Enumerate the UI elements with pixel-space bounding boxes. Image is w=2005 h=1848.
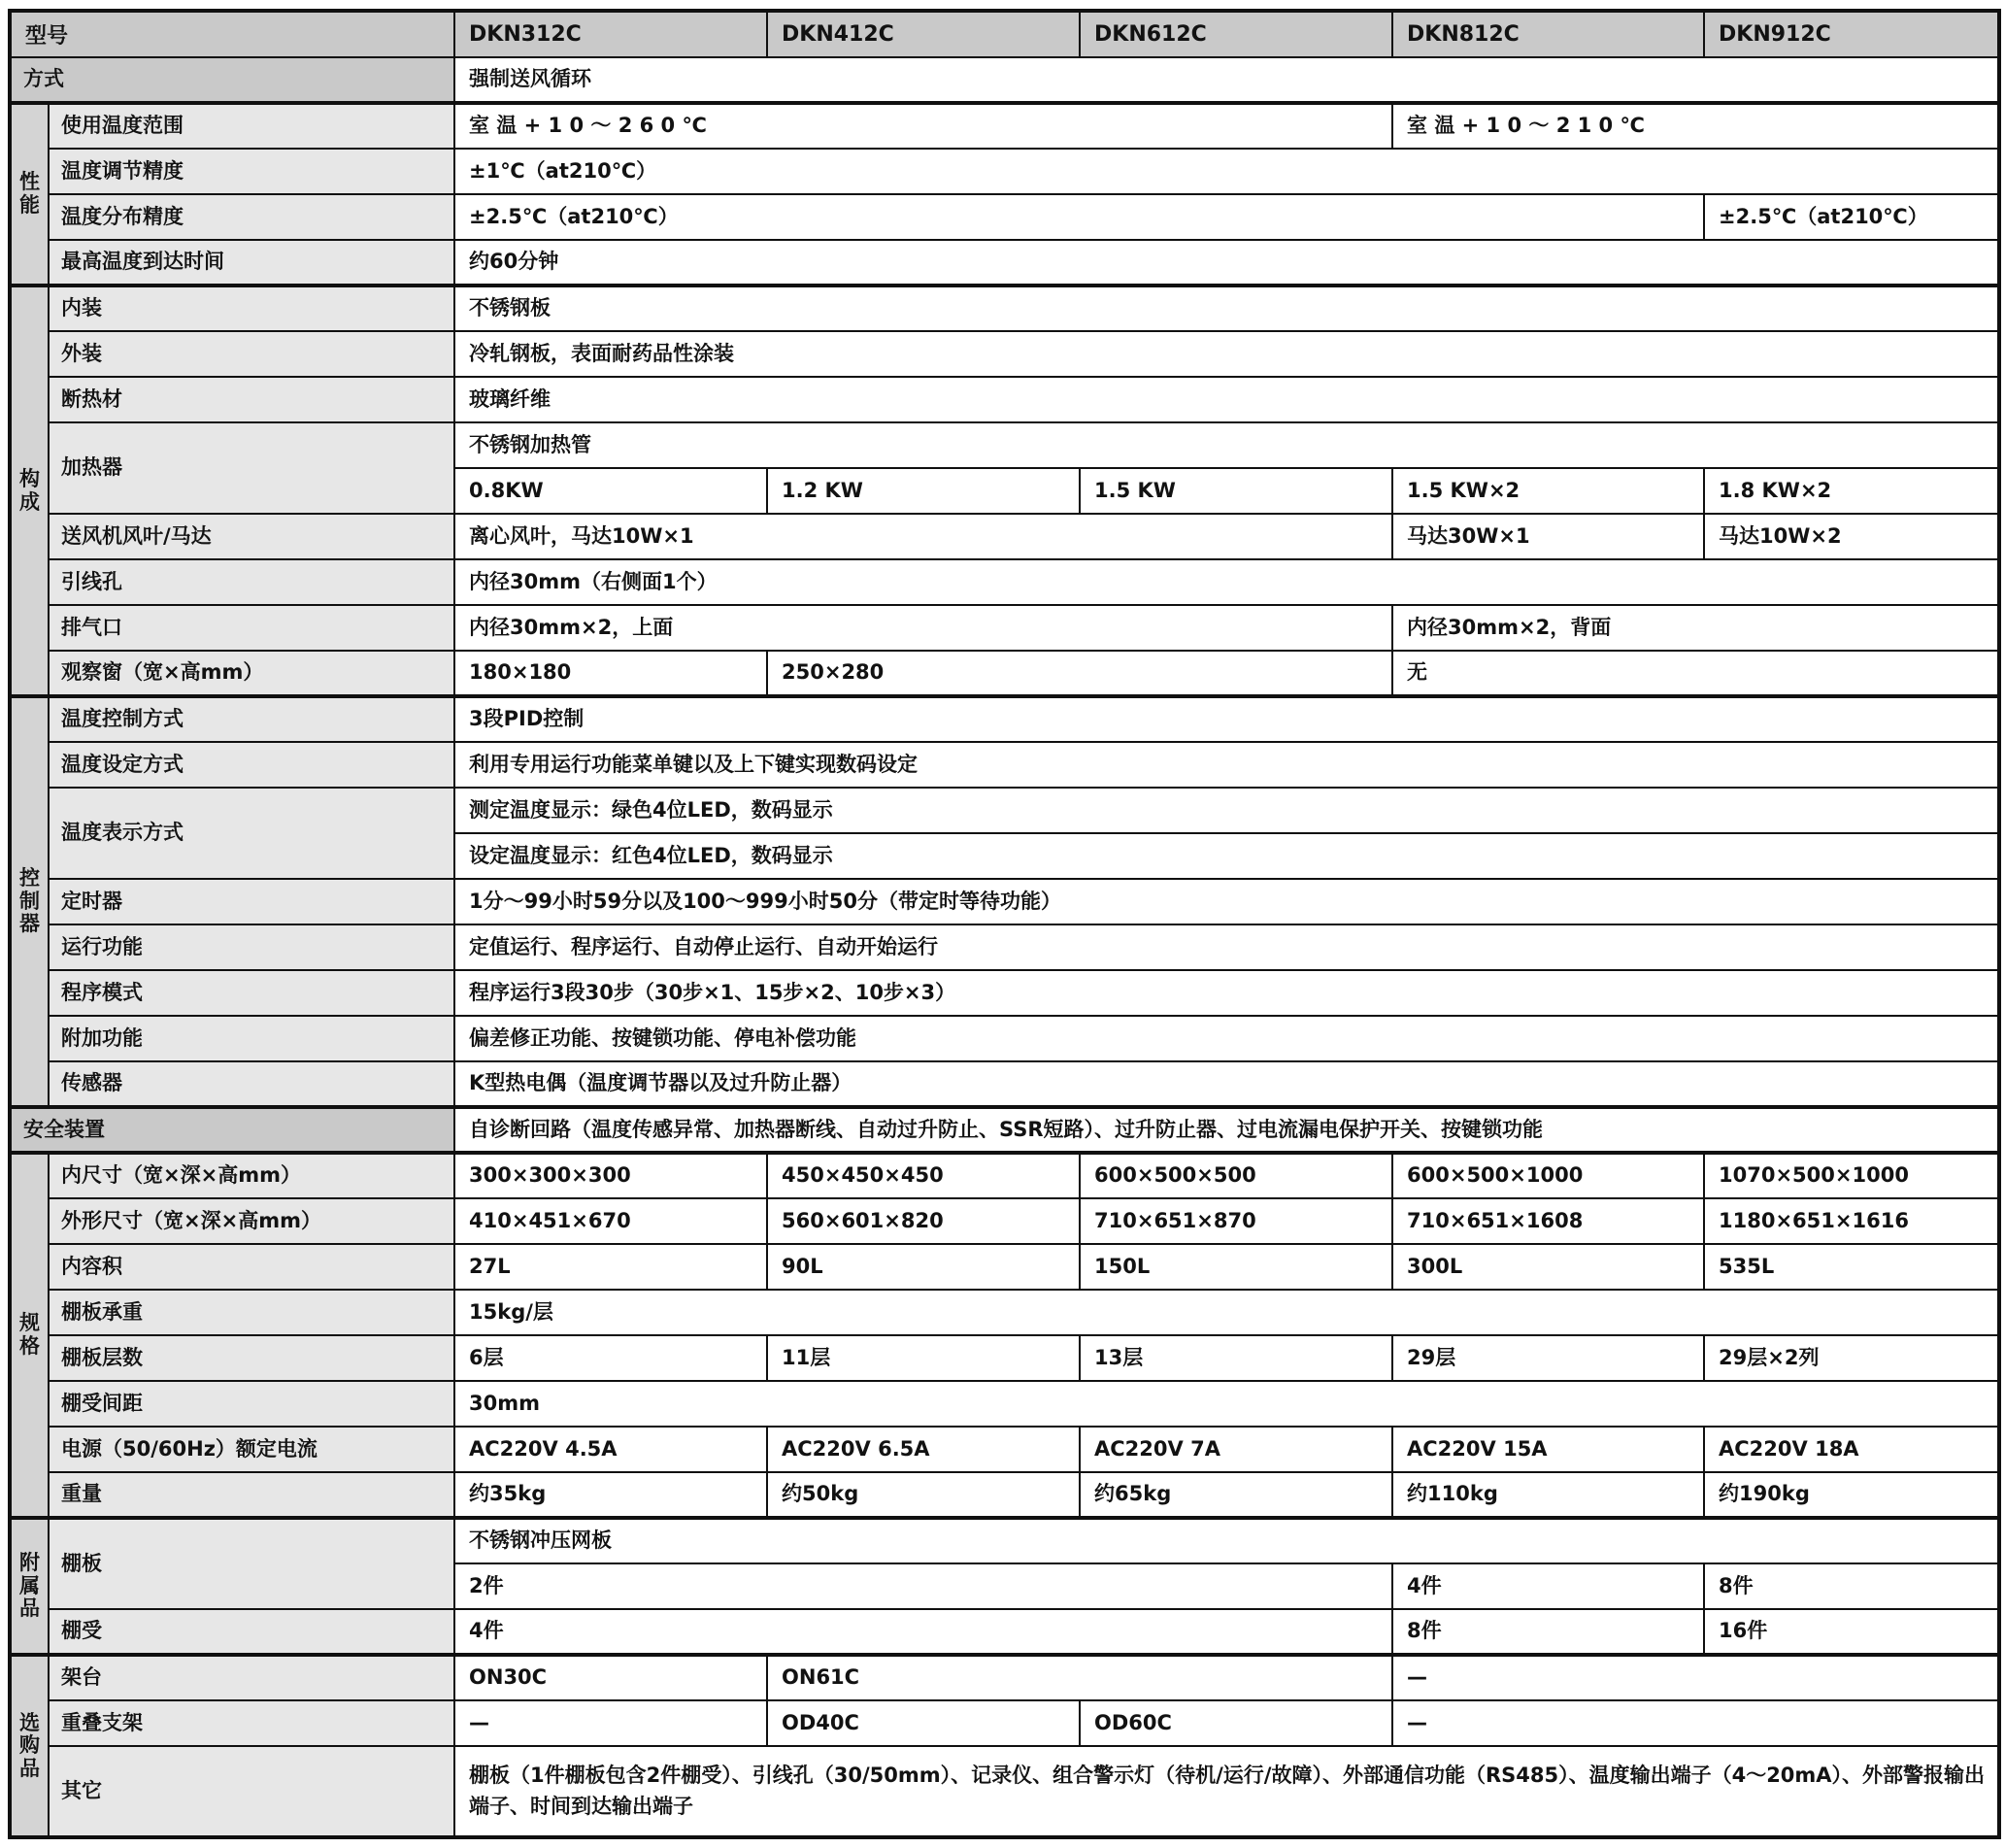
spec-value-cell: AC220V 6.5A (767, 1427, 1080, 1472)
table-row (10, 605, 1999, 651)
model-header-row (10, 11, 1999, 57)
model-header: DKN612C (1080, 11, 1392, 57)
row-label: 外装 (49, 331, 454, 377)
spec-value-cell: 300L (1392, 1244, 1704, 1290)
spec-value-cell: 室 温 + 1 0 ～ 2 1 0 ℃ (1392, 103, 1999, 149)
spec-value-cell: 1.5 KW×2 (1392, 468, 1704, 514)
spec-value-cell: 不锈钢加热管 (454, 422, 1999, 468)
row-label: 温度分布精度 (49, 194, 454, 240)
table-row (10, 1198, 1999, 1244)
spec-value-cell: 30mm (454, 1381, 1999, 1427)
row-label: 安全装置 (10, 1107, 454, 1153)
spec-value-cell: AC220V 18A (1704, 1427, 1999, 1472)
row-label: 附加功能 (49, 1016, 454, 1061)
spec-value-cell: 1.8 KW×2 (1704, 468, 1999, 514)
spec-value-cell: 测定温度显示：绿色4位LED，数码显示 (454, 788, 1999, 833)
spec-value-cell: 1.2 KW (767, 468, 1080, 514)
spec-value-cell: AC220V 15A (1392, 1427, 1704, 1472)
row-label: 送风机风叶/马达 (49, 514, 454, 559)
spec-value-cell: 冷轧钢板，表面耐药品性涂装 (454, 331, 1999, 377)
spec-value-cell: K型热电偶（温度调节器以及过升防止器） (454, 1061, 1999, 1107)
spec-value-cell: 560×601×820 (767, 1198, 1080, 1244)
table-row (10, 377, 1999, 422)
row-label: 传感器 (49, 1061, 454, 1107)
row-label: 温度设定方式 (49, 742, 454, 788)
spec-value-cell: 内径30mm×2，背面 (1392, 605, 1999, 651)
table-row (10, 286, 1999, 331)
table-row (10, 331, 1999, 377)
spec-value-cell: OD60C (1080, 1700, 1392, 1746)
spec-value-cell: 不锈钢冲压网板 (454, 1518, 1999, 1563)
spec-value-cell: 1.5 KW (1080, 468, 1392, 514)
spec-value-cell: 约50kg (767, 1472, 1080, 1518)
group-label: 附属品 (10, 1518, 49, 1655)
spec-value-cell: 710×651×870 (1080, 1198, 1392, 1244)
table-row (10, 1290, 1999, 1335)
spec-value-cell: 4件 (1392, 1563, 1704, 1609)
row-label: 棚受 (49, 1609, 454, 1655)
row-label: 棚板层数 (49, 1335, 454, 1381)
spec-value-cell: ±1℃（at210℃） (454, 149, 1999, 194)
row-label: 程序模式 (49, 970, 454, 1016)
spec-value-cell: ±2.5℃（at210℃） (1704, 194, 1999, 240)
spec-value-cell: ON30C (454, 1655, 767, 1700)
spec-value-cell: 约110kg (1392, 1472, 1704, 1518)
row-label: 电源（50/60Hz）额定电流 (49, 1427, 454, 1472)
row-label: 使用温度范围 (49, 103, 454, 149)
group-label: 构成 (10, 286, 49, 696)
row-label: 棚板 (49, 1518, 454, 1609)
row-label: 内装 (49, 286, 454, 331)
group-label: 选购品 (10, 1655, 49, 1837)
spec-value-cell: 内径30mm×2，上面 (454, 605, 1392, 651)
spec-value-cell: 180×180 (454, 651, 767, 696)
spec-value-cell: 4件 (454, 1609, 1392, 1655)
row-label: 观察窗（宽×高mm） (49, 651, 454, 696)
spec-value-cell: 约35kg (454, 1472, 767, 1518)
table-row (10, 1107, 1999, 1153)
table-row (10, 1472, 1999, 1518)
row-label: 棚板承重 (49, 1290, 454, 1335)
model-column-title: 型号 (10, 11, 454, 57)
spec-value-cell: 棚板（1件棚板包含2件棚受）、引线孔（30/50mm）、记录仪、组合警示灯（待机/运行/故障）、外部通信功能（RS485）、温度输出端子（4～20mA）、外部警报输出端子、时间到达输出端子 (454, 1746, 1999, 1837)
spec-value-cell: OD40C (767, 1700, 1080, 1746)
spec-value-cell: 710×651×1608 (1392, 1198, 1704, 1244)
table-row (10, 1244, 1999, 1290)
row-label: 棚受间距 (49, 1381, 454, 1427)
table-row (10, 1153, 1999, 1198)
table-row (10, 1335, 1999, 1381)
table-row (10, 1746, 1999, 1837)
spec-value-cell: 8件 (1704, 1563, 1999, 1609)
spec-value-cell: 0.8KW (454, 468, 767, 514)
spec-value-cell: ON61C (767, 1655, 1392, 1700)
spec-value-cell: 1070×500×1000 (1704, 1153, 1999, 1198)
spec-value-cell: 250×280 (767, 651, 1392, 696)
spec-value-cell: 535L (1704, 1244, 1999, 1290)
row-label: 加热器 (49, 422, 454, 514)
spec-value-cell: 600×500×1000 (1392, 1153, 1704, 1198)
spec-value-cell: — (1392, 1700, 1999, 1746)
spec-value-cell: 偏差修正功能、按键锁功能、停电补偿功能 (454, 1016, 1999, 1061)
spec-value-cell: 约65kg (1080, 1472, 1392, 1518)
spec-value-cell: 定值运行、程序运行、自动停止运行、自动开始运行 (454, 924, 1999, 970)
spec-value-cell: 90L (767, 1244, 1080, 1290)
spec-value-cell: 1180×651×1616 (1704, 1198, 1999, 1244)
spec-value-cell: 2件 (454, 1563, 1392, 1609)
spec-value-cell: 15kg/层 (454, 1290, 1999, 1335)
row-label: 架台 (49, 1655, 454, 1700)
table-row (10, 1609, 1999, 1655)
group-label: 性能 (10, 103, 49, 286)
table-row (10, 696, 1999, 742)
spec-value-cell: 300×300×300 (454, 1153, 767, 1198)
row-label: 其它 (49, 1746, 454, 1837)
spec-value-cell: 程序运行3段30步（30步×1、15步×2、10步×3） (454, 970, 1999, 1016)
spec-value-cell: AC220V 4.5A (454, 1427, 767, 1472)
spec-value-cell: 离心风叶，马达10W×1 (454, 514, 1392, 559)
spec-value-cell: 600×500×500 (1080, 1153, 1392, 1198)
model-header: DKN912C (1704, 11, 1999, 57)
table-row (10, 742, 1999, 788)
table-row (10, 1655, 1999, 1700)
table-row (10, 1381, 1999, 1427)
row-label: 温度控制方式 (49, 696, 454, 742)
table-row (10, 651, 1999, 696)
table-row (10, 970, 1999, 1016)
spec-value-cell: 11层 (767, 1335, 1080, 1381)
spec-value-cell: 马达10W×2 (1704, 514, 1999, 559)
spec-value-cell: 6层 (454, 1335, 767, 1381)
row-label: 排气口 (49, 605, 454, 651)
row-label: 重叠支架 (49, 1700, 454, 1746)
spec-value-cell: 450×450×450 (767, 1153, 1080, 1198)
table-row (10, 1427, 1999, 1472)
table-row (10, 879, 1999, 924)
spec-value-cell: 150L (1080, 1244, 1392, 1290)
row-label: 温度表示方式 (49, 788, 454, 879)
model-header: DKN812C (1392, 11, 1704, 57)
table-row (10, 924, 1999, 970)
row-label: 定时器 (49, 879, 454, 924)
row-label: 方式 (10, 57, 454, 103)
spec-value-cell: 8件 (1392, 1609, 1704, 1655)
table-row (10, 149, 1999, 194)
table-row (10, 1518, 1999, 1563)
table-row (10, 422, 1999, 468)
table-row (10, 57, 1999, 103)
spec-value-cell: 无 (1392, 651, 1999, 696)
spec-value-cell: 27L (454, 1244, 767, 1290)
table-row (10, 514, 1999, 559)
row-label: 引线孔 (49, 559, 454, 605)
table-row (10, 1016, 1999, 1061)
row-label: 断热材 (49, 377, 454, 422)
model-header: DKN312C (454, 11, 767, 57)
spec-value-cell: ±2.5℃（at210℃） (454, 194, 1704, 240)
spec-value-cell: — (1392, 1655, 1999, 1700)
row-label: 重量 (49, 1472, 454, 1518)
table-row (10, 103, 1999, 149)
table-row (10, 194, 1999, 240)
spec-value-cell: AC220V 7A (1080, 1427, 1392, 1472)
spec-value-cell: 强制送风循环 (454, 57, 1999, 103)
spec-value-cell: 1分～99小时59分以及100～999小时50分（带定时等待功能） (454, 879, 1999, 924)
spec-value-cell: 3段PID控制 (454, 696, 1999, 742)
spec-value-cell: 室 温 + 1 0 ～ 2 6 0 ℃ (454, 103, 1392, 149)
spec-value-cell: 13层 (1080, 1335, 1392, 1381)
row-label: 运行功能 (49, 924, 454, 970)
spec-value-cell: 410×451×670 (454, 1198, 767, 1244)
spec-table-body (10, 57, 1999, 1837)
row-label: 温度调节精度 (49, 149, 454, 194)
row-label: 内尺寸（宽×深×高mm） (49, 1153, 454, 1198)
spec-value-cell: 内径30mm（右侧面1个） (454, 559, 1999, 605)
spec-value-cell: 29层×2列 (1704, 1335, 1999, 1381)
group-label: 规格 (10, 1153, 49, 1518)
table-row (10, 1061, 1999, 1107)
spec-value-cell: 约60分钟 (454, 240, 1999, 286)
spec-value-cell: 设定温度显示：红色4位LED，数码显示 (454, 833, 1999, 879)
spec-value-cell: 不锈钢板 (454, 286, 1999, 331)
spec-value-cell: — (454, 1700, 767, 1746)
spec-value-cell: 16件 (1704, 1609, 1999, 1655)
group-label: 控制器 (10, 696, 49, 1107)
spec-value-cell: 马达30W×1 (1392, 514, 1704, 559)
spec-value-cell: 玻璃纤维 (454, 377, 1999, 422)
spec-table-header (10, 11, 1999, 57)
spec-value-cell: 利用专用运行功能菜单键以及上下键实现数码设定 (454, 742, 1999, 788)
table-row (10, 559, 1999, 605)
table-row (10, 788, 1999, 833)
row-label: 外形尺寸（宽×深×高mm） (49, 1198, 454, 1244)
spec-table (8, 9, 2001, 1839)
spec-value-cell: 自诊断回路（温度传感异常、加热器断线、自动过升防止、SSR短路）、过升防止器、过电流漏电保护开关、按键锁功能 (454, 1107, 1999, 1153)
spec-value-cell: 约190kg (1704, 1472, 1999, 1518)
model-header: DKN412C (767, 11, 1080, 57)
row-label: 内容积 (49, 1244, 454, 1290)
table-row (10, 240, 1999, 286)
row-label: 最高温度到达时间 (49, 240, 454, 286)
table-row (10, 1700, 1999, 1746)
spec-value-cell: 29层 (1392, 1335, 1704, 1381)
